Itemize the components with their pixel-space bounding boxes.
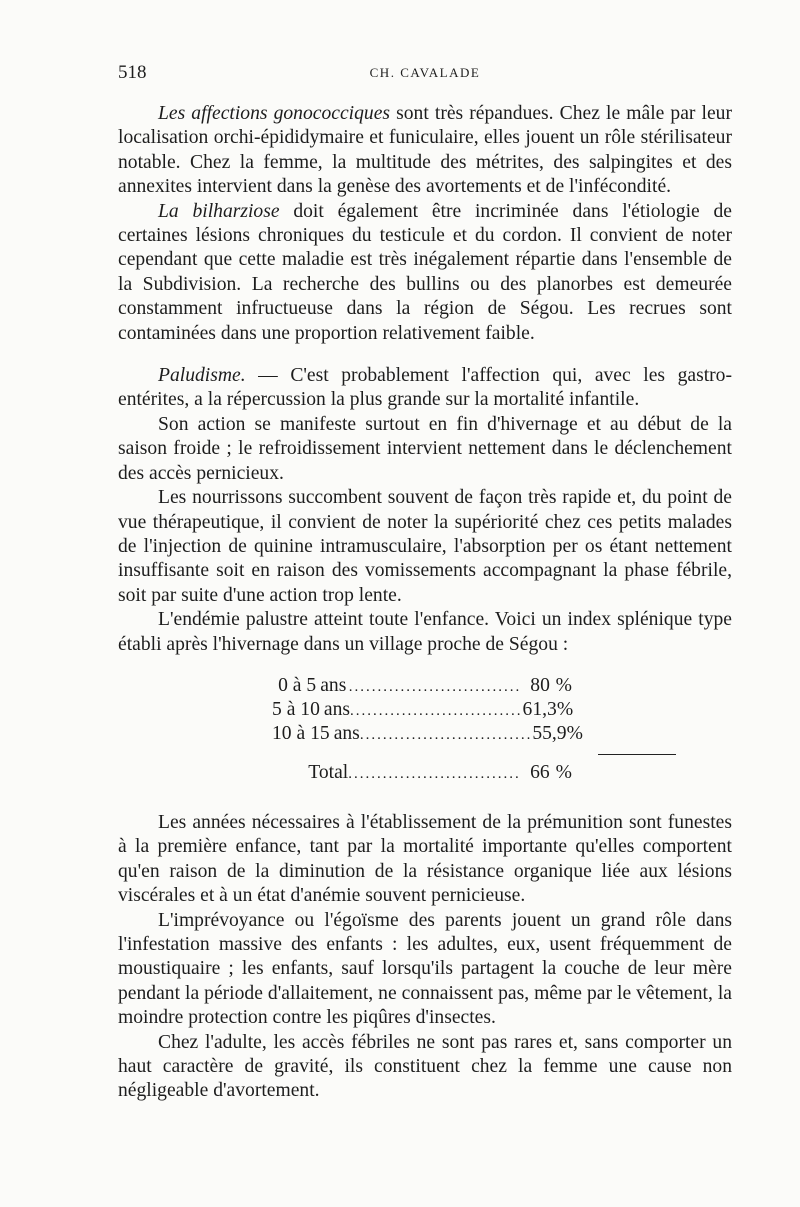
index-value: 61,3 xyxy=(522,698,557,720)
percent-sign: % xyxy=(566,722,583,744)
age-range: 0 à 5 xyxy=(278,674,317,696)
page-body xyxy=(118,102,732,1104)
leader-dots: .............................. xyxy=(348,765,521,782)
age-unit: ans xyxy=(333,722,360,744)
paragraph-text: doit également être incriminée dans l'étiologie de certaines lésions chroniques du testicule et du cordon. Il convient de noter cependant que cette maladie est très inégalement répartie dans l'ensemble de la Subdivision. La recherche des bullins ou des planorbes est demeurée constamment infructueuse dans la région de Ségou. Les recrues sont contaminées dans une proportion relativement faible. xyxy=(118,200,732,344)
page-number: 518 xyxy=(118,62,147,83)
total-label: Total xyxy=(308,761,349,783)
total-value: 66 xyxy=(530,761,550,783)
leader-dots: .............................. xyxy=(359,726,533,743)
paragraph-premunition: Les années nécessaires à l'établissement de la prémunition sont funestes à la première enfance, tant par la mortalité importante qu'elles comportent qu'en raison de la diminution de la résistance organique liée aux lésions viscérales et à un état d'anémie souvent pernicieuse. xyxy=(118,811,732,907)
paragraph-malaria xyxy=(118,364,732,413)
percent-sign: % xyxy=(556,698,574,720)
paragraph-lead: Les affections gonococciques xyxy=(158,103,391,124)
percent-sign: % xyxy=(555,761,572,783)
table-row xyxy=(272,674,572,698)
paragraph-text: — C'est probablement l'affection qui, avec les gastro-entérites, a la répercussion la plus grande sur la mortalité infantile. xyxy=(118,365,732,411)
page-header xyxy=(118,62,732,86)
running-title: CH. CAVALADE xyxy=(369,65,481,80)
paragraph-lead: Paludisme. xyxy=(158,365,246,387)
table-row xyxy=(272,698,572,722)
leader-dots: .............................. xyxy=(350,702,523,719)
paragraph-malaria-season: Son action se manifeste surtout en fin d'hivernage et au début de la saison froide ; le refroidissement intervient nettement dans le déclenchement des accès pernicieux. xyxy=(118,413,732,484)
age-unit: ans xyxy=(323,698,351,720)
age-range: 5 à 10 xyxy=(272,698,320,720)
index-value: 55,9 xyxy=(532,722,567,744)
paragraph-lead: La bilharziose xyxy=(158,200,280,222)
paragraph-text: sont très répandues. Chez le mâle par leur localisation orchi-épididymaire et funiculaire, elles jouent un rôle stérilisateur notable. Chez la femme, la multitude des métrites, des salpingites et des annexites intervient dans la genèse des avortements et de l'infécondité. xyxy=(118,103,732,198)
index-value: 80 xyxy=(530,674,550,696)
total-rule xyxy=(598,754,676,755)
table-row xyxy=(272,722,583,746)
age-unit: ans xyxy=(320,674,347,696)
paragraph-bilharzia xyxy=(118,200,732,346)
paragraph-infants: Les nourrissons succombent souvent de façon très rapide et, du point de vue thérapeutique, il convient de noter la supériorité chez ces petits malades de l'injection de quinine intramusculaire, l'absorption per os étant nettement insuffisante soit en raison des vomissements accompagnant la phase fébrile, soit par suite d'une action trop lente. xyxy=(118,487,732,606)
paragraph-parents: L'imprévoyance ou l'égoïsme des parents jouent un grand rôle dans l'infestation massive des enfants : les adultes, eux, usent fréquemment de moustiquaire ; les enfants, sauf lorsqu'ils partagent la couche de leur mère pendant la période d'allaitement, ne connaissent pas, même par le vêtement, la moindre protection contre les piqûres d'insectes. xyxy=(118,909,732,1029)
paragraph-adults: Chez l'adulte, les accès fébriles ne sont pas rares et, sans comporter un haut caractère de gravité, ils constituent chez la femme une cause non négligeable d'avortement. xyxy=(118,1031,732,1102)
paragraph-gonococcal xyxy=(118,102,732,200)
percent-sign: % xyxy=(555,674,572,696)
age-range: 10 à 15 xyxy=(272,722,330,744)
spleen-index-table xyxy=(272,674,583,785)
total-row xyxy=(272,761,572,785)
paragraph-endemic: L'endémie palustre atteint toute l'enfance. Voici un index splénique type établi après l'hivernage dans un village proche de Ségou : xyxy=(118,609,732,655)
leader-dots: .............................. xyxy=(348,678,522,695)
